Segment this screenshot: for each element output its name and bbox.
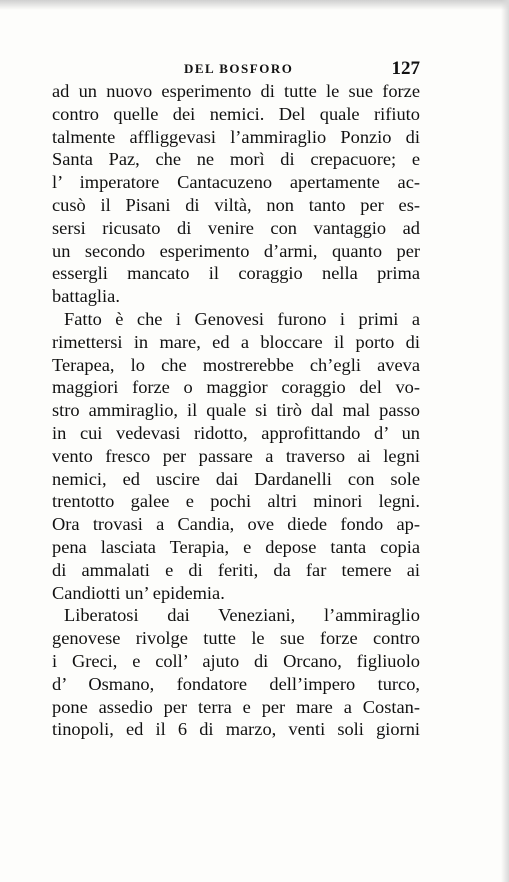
text-line: i Greci, e coll’ ajuto di Orcano, figliuolo <box>52 650 420 671</box>
text-line: rimettersi in mare, ed a bloccare il porto di <box>52 331 420 352</box>
text-line: Candiotti un’ epidemia. <box>52 582 225 603</box>
text-line: essergli mancato il coraggio nella prima <box>52 263 420 284</box>
text-line: Fatto è che i Genovesi furono i primi a <box>64 308 420 329</box>
text-line: sersi ricusato di venire con vantaggio ad <box>52 217 420 238</box>
text-line: tinopoli, ed il 6 di marzo, venti soli giorni <box>52 719 420 740</box>
text-line: battaglia. <box>52 286 120 307</box>
text-line: pena lasciata Terapia, e depose tanta copia <box>52 536 420 557</box>
text-line: l’ imperatore Cantacuzeno apertamente ac- <box>52 172 420 193</box>
page-header <box>52 58 420 80</box>
text-line: cusò il Pisani di viltà, non tanto per es- <box>52 194 420 215</box>
text-line: Terapea, lo che mostrerebbe ch’egli aveva <box>52 354 420 375</box>
page-number: 127 <box>391 58 420 79</box>
text-line: Santa Paz, che ne morì di crepacuore; e <box>52 149 420 170</box>
text-line: d’ Osmano, fondatore dell’impero turco, <box>52 673 420 694</box>
paragraph <box>52 308 420 604</box>
text-line: un secondo esperimento d’armi, quanto per <box>52 240 420 261</box>
body-text <box>52 80 420 741</box>
running-head: DEL BOSFORO <box>184 61 294 76</box>
text-line: ad un nuovo esperimento di tutte le sue forze <box>52 81 420 101</box>
text-line: di ammalati e di feriti, da far temere ai <box>52 559 420 580</box>
text-line: pone assedio per terra e per mare a Costan- <box>52 696 420 717</box>
text-line: talmente affliggevasi l’ammiraglio Ponzio di <box>52 126 420 147</box>
text-line: contro quelle dei nemici. Del quale rifiuto <box>52 103 420 124</box>
paragraph <box>52 80 420 308</box>
text-line: Ora trovasi a Candia, ove diede fondo ap- <box>52 514 420 535</box>
text-line: trentotto galee e pochi altri minori legni. <box>52 491 420 512</box>
paragraph <box>52 604 420 741</box>
text-line: stro ammiraglio, il quale si tirò dal mal passo <box>52 400 420 421</box>
text-line: nemici, ed uscire dai Dardanelli con sole <box>52 468 420 489</box>
text-line: genovese rivolge tutte le sue forze contro <box>52 628 420 649</box>
page-top-shadow <box>0 0 509 10</box>
text-line: Liberatosi dai Veneziani, l’ammiraglio <box>64 605 420 626</box>
text-line: maggiori forze o maggior coraggio del vo- <box>52 377 420 398</box>
page-edge-shadow <box>501 0 509 882</box>
text-line: vento fresco per passare a traverso ai legni <box>52 445 420 466</box>
text-line: in cui vedevasi ridotto, approfittando d’ un <box>52 422 420 443</box>
